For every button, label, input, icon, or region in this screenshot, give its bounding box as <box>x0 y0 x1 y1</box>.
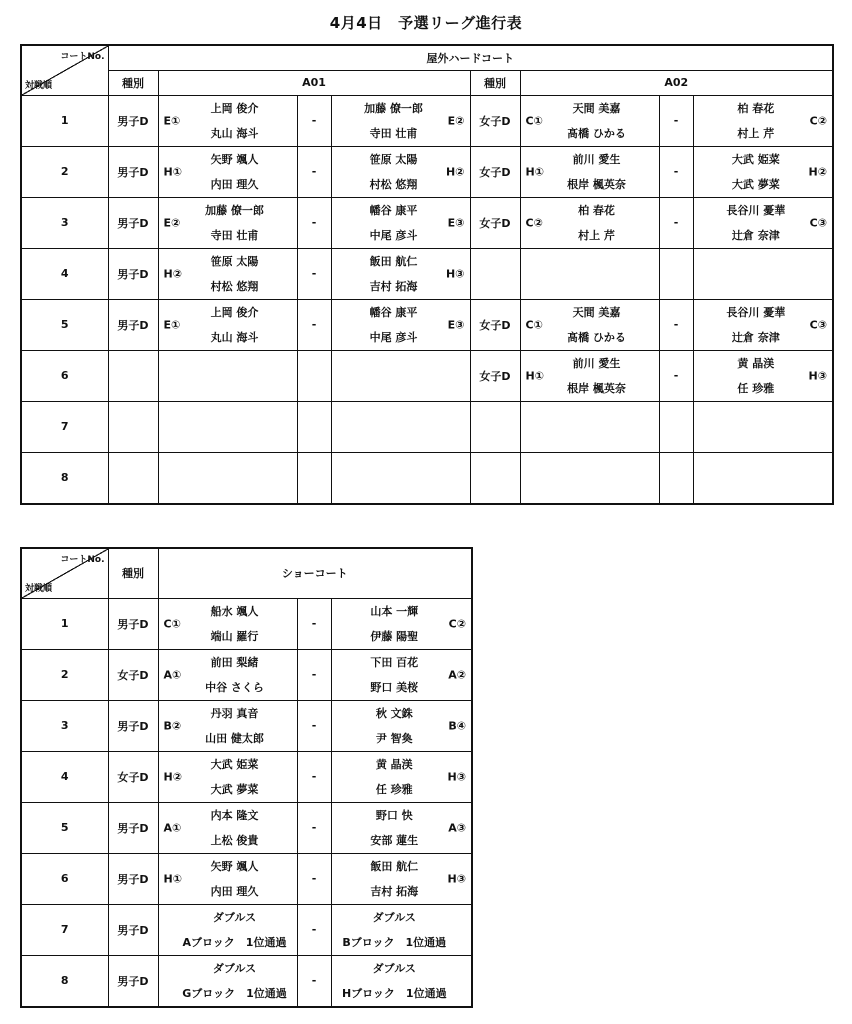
player-name: 黄 晶渼 <box>737 356 775 370</box>
match-order: 5 <box>21 802 108 853</box>
match-order-label: 対戦順 <box>25 80 53 91</box>
match-order: 3 <box>21 197 108 248</box>
event-type: 男子D <box>108 95 158 146</box>
match-order: 4 <box>21 751 108 802</box>
player-name <box>173 453 297 478</box>
right-seed: A③ <box>448 821 467 834</box>
left-team-cell <box>158 299 297 350</box>
player-name: 伊藤 陽聖 <box>370 629 419 643</box>
player-name <box>535 453 659 478</box>
left-seed: H① <box>163 165 183 178</box>
player-name: 安部 蓮生 <box>370 833 419 847</box>
player-name: 任 珍雅 <box>375 782 413 796</box>
player-name <box>694 402 819 427</box>
show-court-schedule-table <box>20 547 473 1008</box>
right-team-names <box>694 453 833 503</box>
player-name: 村松 悠翔 <box>210 279 259 293</box>
right-team-names <box>694 249 833 299</box>
player-name: 柏 春花 <box>578 203 615 217</box>
player-name: 内田 理久 <box>210 177 259 191</box>
player-name: 中谷 さくら <box>205 680 264 694</box>
player-name: 髙橋 ひかる <box>567 126 626 140</box>
left-seed: E① <box>163 318 181 331</box>
player-name: 笹原 太陽 <box>210 254 259 268</box>
player-name: Bブロック 1位通過 <box>342 935 447 949</box>
player-name: 端山 羅行 <box>210 629 259 643</box>
court-no-label: コートNo. <box>60 555 105 565</box>
player-name: 長谷川 憂華 <box>726 203 786 217</box>
player-name: Gブロック 1位通過 <box>182 986 287 1000</box>
versus-mark: - <box>297 197 331 248</box>
left-team-cell <box>158 955 297 1007</box>
match-row <box>21 700 472 751</box>
player-name: 野口 快 <box>375 808 413 822</box>
versus-mark: - <box>297 146 331 197</box>
right-seed: A② <box>448 668 467 681</box>
event-header: 種別 <box>470 70 520 95</box>
right-seed: H③ <box>447 872 467 885</box>
match-row <box>21 598 472 649</box>
event-type <box>108 401 158 452</box>
match-row <box>21 853 472 904</box>
player-name: 吉村 拓海 <box>370 884 419 898</box>
player-name: 辻倉 奈津 <box>731 228 780 242</box>
versus-mark: - <box>297 598 331 649</box>
left-team-cell <box>520 299 659 350</box>
versus-mark: - <box>659 350 693 401</box>
left-team-names <box>159 453 297 503</box>
right-team-cell <box>331 95 470 146</box>
event-type: 男子D <box>108 904 158 955</box>
header-corner <box>21 548 108 598</box>
right-seed: C③ <box>809 318 828 331</box>
event-type: 女子D <box>470 197 520 248</box>
left-team-cell <box>158 904 297 955</box>
versus-mark: - <box>659 146 693 197</box>
player-name <box>173 351 297 376</box>
match-row <box>21 95 833 146</box>
left-team-cell <box>158 452 297 504</box>
right-seed: C③ <box>809 216 828 229</box>
left-team-cell <box>158 700 297 751</box>
player-name: 長谷川 憂華 <box>726 305 786 319</box>
player-name: 内田 理久 <box>210 884 259 898</box>
right-team-cell <box>331 751 472 802</box>
match-order: 1 <box>21 95 108 146</box>
versus-mark: - <box>659 197 693 248</box>
player-name: 上岡 俊介 <box>210 101 259 115</box>
match-order: 1 <box>21 598 108 649</box>
court-no-label: コートNo. <box>60 52 105 62</box>
player-name: 村上 芹 <box>578 228 615 242</box>
versus-mark: - <box>659 95 693 146</box>
player-name: 天間 美嘉 <box>572 101 621 115</box>
player-name: 村松 悠翔 <box>369 177 418 191</box>
player-name: 飯田 航仁 <box>369 254 418 268</box>
left-seed: C① <box>525 318 543 331</box>
player-name: 丸山 海斗 <box>210 330 259 344</box>
player-name: 寺田 壮甫 <box>210 228 259 242</box>
player-name <box>535 274 659 299</box>
player-name: 笹原 太陽 <box>369 152 418 166</box>
page-title: 4月4日 予選リーグ進行表 <box>329 14 523 32</box>
event-type: 男子D <box>108 853 158 904</box>
match-row <box>21 197 833 248</box>
match-row <box>21 904 472 955</box>
right-seed: H② <box>808 165 828 178</box>
left-team-names <box>159 351 297 401</box>
right-team-names <box>694 402 833 452</box>
player-name <box>535 478 659 503</box>
player-name: 尹 智奐 <box>375 731 413 745</box>
right-team-cell <box>331 197 470 248</box>
left-team-cell <box>158 751 297 802</box>
left-seed: C① <box>163 617 181 630</box>
right-seed: H② <box>445 165 465 178</box>
versus-mark <box>659 401 693 452</box>
event-type: 女子D <box>470 95 520 146</box>
player-name: ダブルス <box>212 910 257 924</box>
player-name <box>694 453 819 478</box>
event-type: 女子D <box>470 350 520 401</box>
right-team-cell <box>693 401 833 452</box>
left-team-cell <box>520 452 659 504</box>
left-seed: H① <box>163 872 183 885</box>
left-team-cell <box>520 248 659 299</box>
player-name: 前田 梨緒 <box>210 655 259 669</box>
right-team-cell <box>693 452 833 504</box>
right-team-names <box>332 905 472 955</box>
player-name: ダブルス <box>212 961 257 975</box>
versus-mark: - <box>297 649 331 700</box>
right-seed: E③ <box>447 216 465 229</box>
event-type: 男子D <box>108 248 158 299</box>
right-team-cell <box>331 248 470 299</box>
match-order: 4 <box>21 248 108 299</box>
right-team-cell <box>693 95 833 146</box>
player-name: 加藤 僚一郎 <box>205 203 264 217</box>
right-seed: C② <box>448 617 467 630</box>
versus-mark: - <box>297 299 331 350</box>
header-corner <box>21 45 108 95</box>
left-team-cell <box>158 95 297 146</box>
event-type: 女子D <box>470 146 520 197</box>
player-name <box>694 478 819 503</box>
right-team-cell <box>693 248 833 299</box>
match-row <box>21 955 472 1007</box>
left-seed: H② <box>163 267 183 280</box>
player-name <box>332 376 456 401</box>
left-seed: C② <box>525 216 543 229</box>
player-name: 大武 夢菜 <box>210 782 259 796</box>
player-name: 上岡 俊介 <box>210 305 259 319</box>
left-team-cell <box>520 146 659 197</box>
match-order: 6 <box>21 853 108 904</box>
outdoor-schedule-table <box>20 44 834 505</box>
player-name <box>535 427 659 452</box>
player-name <box>173 427 297 452</box>
versus-mark <box>659 452 693 504</box>
player-name <box>173 376 297 401</box>
match-row <box>21 401 833 452</box>
player-name: 根岸 楓英奈 <box>567 381 626 395</box>
player-name: 寺田 壮甫 <box>369 126 418 140</box>
left-team-names <box>159 905 297 955</box>
match-order-label: 対戦順 <box>25 583 53 594</box>
player-name: 前川 愛生 <box>572 152 621 166</box>
player-name <box>332 453 456 478</box>
right-team-cell <box>693 350 833 401</box>
match-row <box>21 146 833 197</box>
right-team-names <box>332 402 470 452</box>
match-order: 6 <box>21 350 108 401</box>
right-team-names <box>332 956 472 1006</box>
versus-mark: - <box>297 802 331 853</box>
left-team-cell <box>158 649 297 700</box>
match-order: 5 <box>21 299 108 350</box>
match-row <box>21 350 833 401</box>
player-name <box>173 402 297 427</box>
versus-mark: - <box>297 248 331 299</box>
match-row <box>21 751 472 802</box>
event-type <box>108 452 158 504</box>
right-team-cell <box>331 401 470 452</box>
event-type: 男子D <box>108 146 158 197</box>
player-name: 村上 芹 <box>737 126 775 140</box>
player-name <box>332 427 456 452</box>
match-row <box>21 248 833 299</box>
right-seed: E② <box>447 114 465 127</box>
player-name: 大武 姫菜 <box>210 757 259 771</box>
player-name: 柏 春花 <box>737 101 775 115</box>
player-name: 山田 健太郎 <box>205 731 264 745</box>
versus-mark: - <box>297 700 331 751</box>
left-team-names <box>521 249 659 299</box>
player-name: 上松 俊貴 <box>210 833 259 847</box>
left-seed: E② <box>163 216 181 229</box>
player-name: 髙橋 ひかる <box>567 330 626 344</box>
match-order: 3 <box>21 700 108 751</box>
left-team-cell <box>520 95 659 146</box>
player-name: 飯田 航仁 <box>370 859 419 873</box>
versus-mark <box>659 248 693 299</box>
match-order: 2 <box>21 146 108 197</box>
right-team-cell <box>693 299 833 350</box>
left-team-cell <box>158 853 297 904</box>
left-seed: C① <box>525 114 543 127</box>
versus-mark <box>297 350 331 401</box>
left-seed: H① <box>525 369 545 382</box>
left-seed: B② <box>163 719 182 732</box>
player-name: ダブルス <box>372 961 416 975</box>
left-team-cell <box>158 350 297 401</box>
right-seed: E③ <box>447 318 465 331</box>
player-name: 吉村 拓海 <box>369 279 418 293</box>
right-seed: H③ <box>808 369 828 382</box>
versus-mark: - <box>297 751 331 802</box>
right-team-cell <box>331 700 472 751</box>
player-name: 根岸 楓英奈 <box>567 177 626 191</box>
event-type: 男子D <box>108 955 158 1007</box>
court-name-header: 屋外ハードコート <box>108 45 833 70</box>
left-team-names <box>159 402 297 452</box>
event-type: 男子D <box>108 197 158 248</box>
player-name: 秋 文銖 <box>375 706 413 720</box>
player-name <box>694 274 819 299</box>
left-team-cell <box>520 350 659 401</box>
player-name: Aブロック 1位通過 <box>182 935 287 949</box>
player-name: 中尾 彦斗 <box>369 330 418 344</box>
right-seed: H③ <box>445 267 465 280</box>
player-name: 内本 隆文 <box>210 808 259 822</box>
left-team-cell <box>158 248 297 299</box>
match-order: 8 <box>21 452 108 504</box>
event-type: 男子D <box>108 802 158 853</box>
versus-mark: - <box>297 853 331 904</box>
event-type: 男子D <box>108 299 158 350</box>
player-name <box>535 402 659 427</box>
match-order: 7 <box>21 904 108 955</box>
player-name: Hブロック 1位通過 <box>341 986 447 1000</box>
versus-mark: - <box>659 299 693 350</box>
player-name: 丸山 海斗 <box>210 126 259 140</box>
event-type: 女子D <box>108 751 158 802</box>
left-seed: H① <box>525 165 545 178</box>
match-row <box>21 299 833 350</box>
left-team-cell <box>158 146 297 197</box>
left-seed: A① <box>163 821 182 834</box>
event-type: 男子D <box>108 700 158 751</box>
player-name: 任 珍雅 <box>737 381 775 395</box>
player-name: 丹羽 真音 <box>210 706 259 720</box>
left-team-cell <box>158 802 297 853</box>
left-team-names <box>521 453 659 503</box>
event-type: 男子D <box>108 598 158 649</box>
event-type: 女子D <box>470 299 520 350</box>
right-team-cell <box>331 853 472 904</box>
player-name <box>535 249 659 274</box>
player-name: 下田 百花 <box>370 655 419 669</box>
versus-mark: - <box>297 955 331 1007</box>
left-team-names <box>159 956 297 1006</box>
player-name: 大武 夢菜 <box>731 177 780 191</box>
event-type: 女子D <box>108 649 158 700</box>
player-name <box>173 478 297 503</box>
event-type <box>470 401 520 452</box>
right-team-cell <box>331 146 470 197</box>
court-a02-header: A02 <box>520 70 833 95</box>
event-type <box>470 452 520 504</box>
player-name: 野口 美桜 <box>370 680 419 694</box>
event-type <box>470 248 520 299</box>
match-row <box>21 802 472 853</box>
player-name: 船水 颯人 <box>210 604 259 618</box>
player-name: 辻倉 奈津 <box>731 330 780 344</box>
right-team-cell <box>331 904 472 955</box>
left-team-names <box>521 402 659 452</box>
player-name <box>332 478 456 503</box>
match-order: 2 <box>21 649 108 700</box>
versus-mark: - <box>297 95 331 146</box>
right-team-cell <box>693 197 833 248</box>
player-name: 幡谷 康平 <box>369 203 418 217</box>
right-team-names <box>332 453 470 503</box>
player-name: 加藤 僚一郎 <box>364 101 423 115</box>
player-name <box>694 427 819 452</box>
right-team-cell <box>331 649 472 700</box>
right-team-cell <box>331 350 470 401</box>
match-row <box>21 649 472 700</box>
right-team-cell <box>331 955 472 1007</box>
versus-mark: - <box>297 904 331 955</box>
player-name: ダブルス <box>372 910 416 924</box>
match-order: 8 <box>21 955 108 1007</box>
left-team-cell <box>158 401 297 452</box>
event-header: 種別 <box>108 70 158 95</box>
left-seed: E① <box>163 114 181 127</box>
left-seed: H② <box>163 770 183 783</box>
player-name: 矢野 颯人 <box>210 152 259 166</box>
left-team-cell <box>158 598 297 649</box>
match-row <box>21 452 833 504</box>
right-team-cell <box>331 452 470 504</box>
versus-mark <box>297 452 331 504</box>
right-team-cell <box>693 146 833 197</box>
player-name: 山本 一輝 <box>370 604 419 618</box>
player-name: 前川 愛生 <box>572 356 621 370</box>
left-team-cell <box>520 197 659 248</box>
right-seed: B④ <box>448 719 467 732</box>
right-team-cell <box>331 802 472 853</box>
left-team-cell <box>158 197 297 248</box>
event-type <box>108 350 158 401</box>
player-name: 大武 姫菜 <box>731 152 780 166</box>
court-name-header: ショーコート <box>158 548 472 598</box>
right-team-cell <box>331 598 472 649</box>
right-seed: C② <box>809 114 828 127</box>
right-team-names <box>332 351 470 401</box>
player-name: 幡谷 康平 <box>369 305 418 319</box>
right-team-cell <box>331 299 470 350</box>
player-name <box>332 351 456 376</box>
player-name <box>694 249 819 274</box>
right-seed: H③ <box>447 770 467 783</box>
court-a01-header: A01 <box>158 70 470 95</box>
player-name: 黄 晶渼 <box>375 757 413 771</box>
versus-mark <box>297 401 331 452</box>
player-name <box>332 402 456 427</box>
event-header: 種別 <box>108 548 158 598</box>
player-name: 矢野 颯人 <box>210 859 259 873</box>
player-name: 中尾 彦斗 <box>369 228 418 242</box>
match-order: 7 <box>21 401 108 452</box>
left-seed: A① <box>163 668 182 681</box>
left-team-cell <box>520 401 659 452</box>
player-name: 天間 美嘉 <box>572 305 621 319</box>
